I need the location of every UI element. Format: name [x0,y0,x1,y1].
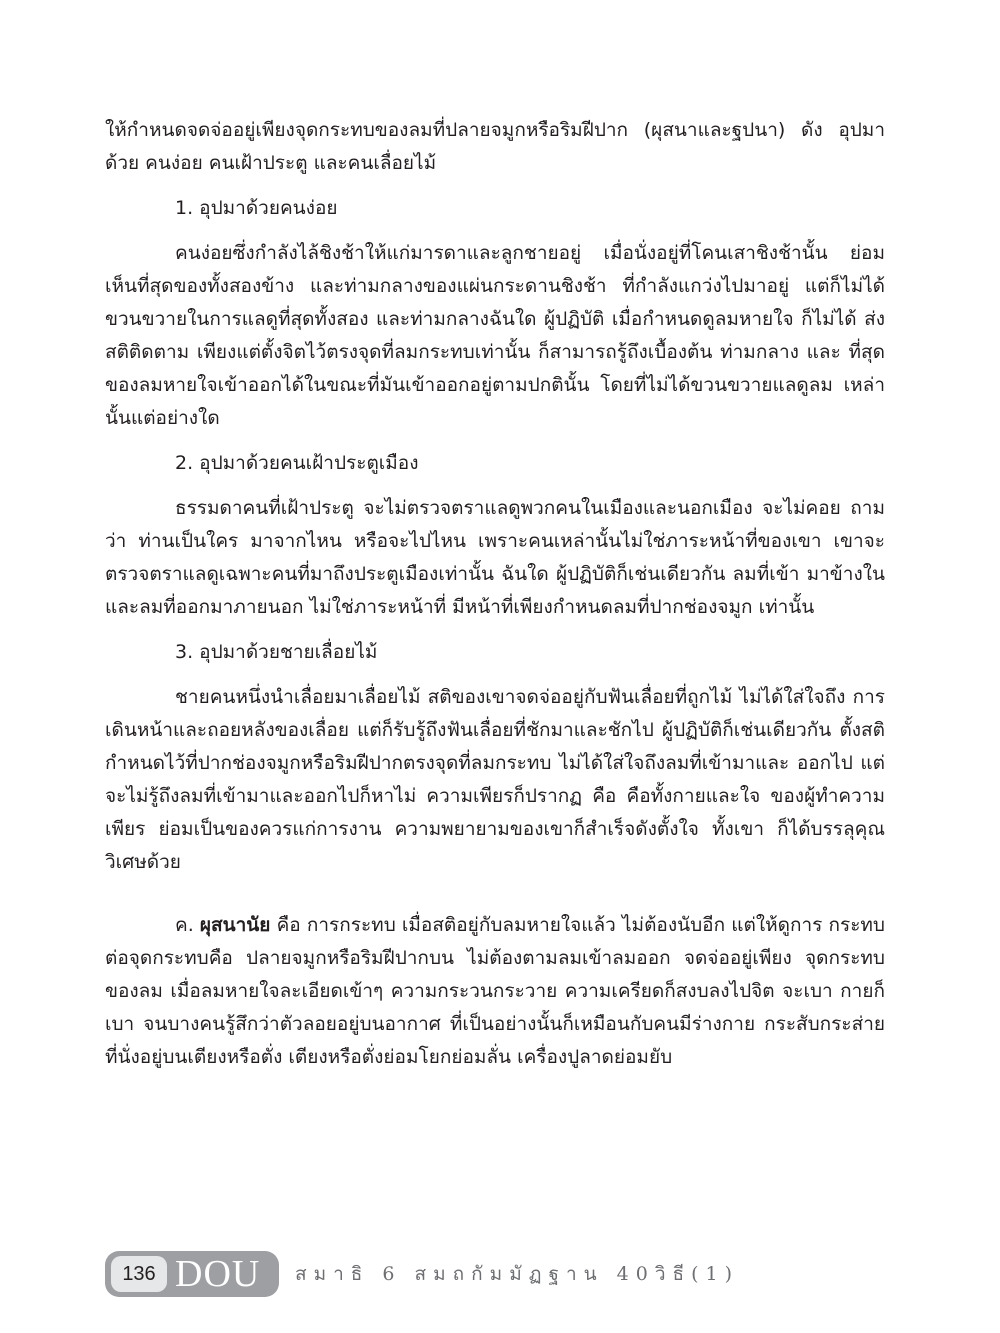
page-number: 136 [111,1256,167,1292]
paragraph-phusana [105,909,885,1074]
phusana-body: คือ การกระทบ เมื่อสติอยู่กับลมหายใจแล้ว ไม่ต้องนับอีก แต่ให้ดูการ กระทบต่อจุดกระทบคือ ปลายจมูกหรือริมฝีปากบน ไม่ต้องตามลมเข้าลมออก จดจ่ออยู่เพียง จุดกระทบของลม เมื่อลมหายใจละเอียดเข้าๆ ความกระวนกระวาย ความเครียดก็สงบลงไปจิต จะเบา กายก็เบา จนบางคนรู้สึกว่าตัวลอยอยู่บนอากาศ ที่เป็นอย่างนั้นก็เหมือนกับคนมีร่างกาย กระสับกระส่ายที่นั่งอยู่บนเตียงหรือตั่ง เตียงหรือตั่งย่อมโยกย่อมลั่น เครื่องปูลาดย่อมยับ [105,914,885,1068]
paragraph-intro: ให้กำหนดจดจ่ออยู่เพียงจุดกระทบของลมที่ปลายจมูกหรือริมฝีปาก (ผุสนาและฐปนา) ดัง อุปมาด้วย คนง่อย คนเฝ้าประตู และคนเลื่อยไม้ [105,119,885,174]
paragraph-lame-man: คนง่อยซึ่งกำลังไล้ชิงช้าให้แก่มารดาและลูกชายอยู่ เมื่อนั่งอยู่ที่โคนเสาชิงช้านั้น ย่อม เห็นที่สุดของทั้งสองข้าง และท่ามกลางของแผ่นกระดานชิงช้า ที่กำลังแกว่งไปมาอยู่ แต่ก็ไม่ได้ ขวนขวายในการแลดูที่สุดทั้งสอง และท่ามกลางฉันใด ผู้ปฏิบัติ เมื่อกำหนดดูลมหายใจ ก็ไม่ได้ ส่งสติติดตาม เพียงแต่ตั้งจิตไว้ตรงจุดที่ลมกระทบเท่านั้น ก็สามารถรู้ถึงเบื้องต้น ท่ามกลาง และ ที่สุดของลมหายใจเข้าออกได้ในขณะที่มันเข้าออกอยู่ตามปกตินั้น โดยที่ไม่ได้ขวนขวายแลดูลม เหล่านั้นแต่อย่างใด [105,242,885,429]
heading-simile-lame-man: 1. อุปมาด้วยคนง่อย [175,197,338,219]
page-body [105,114,885,1074]
term-phusananai: ผุสนานัย [199,914,271,936]
heading-simile-sawyer: 3. อุปมาด้วยชายเลื่อยไม้ [175,641,378,663]
paragraph-sawyer: ชายคนหนึ่งนำเลื่อยมาเลื่อยไม้ สติของเขาจดจ่ออยู่กับฟันเลื่อยที่ถูกไม้ ไม่ได้ใส่ใจถึง การเดินหน้าและถอยหลังของเลื่อย แต่ก็รับรู้ถึงฟันเลื่อยที่ชักมาและชักไป ผู้ปฏิบัติก็เช่นเดียวกัน ตั้งสติกำหนดไว้ที่ปากช่องจมูกหรือริมฝีปากตรงจุดที่ลมกระทบ ไม่ได้ใส่ใจถึงลมที่เข้ามาและ ออกไป แต่จะไม่รู้ถึงลมที่เข้ามาและออกไปก็หาไม่ ความเพียรก็ปรากฏ คือ คือทั้งกายและใจ ของผู้ทำความเพียร ย่อมเป็นของควรแก่การงาน ความพยายามของเขาก็สำเร็จดังตั้งใจ ทั้งเขา ก็ได้บรรลุคุณวิเศษด้วย [105,686,885,873]
section-letter: ค. [175,914,200,936]
heading-simile-gatekeeper: 2. อุปมาด้วยคนเฝ้าประตูเมือง [175,452,419,474]
book-title: สมาธิ 6 สมถกัมมัฏฐาน 40วิธี(1) [295,1263,740,1285]
footer-badge [105,1251,279,1297]
page-footer [105,1250,739,1298]
paragraph-gatekeeper: ธรรมดาคนที่เฝ้าประตู จะไม่ตรวจตราแลดูพวกคนในเมืองและนอกเมือง จะไม่คอย ถามว่า ท่านเป็นใคร มาจากไหน หรือจะไปไหน เพราะคนเหล่านั้นไม่ใช่ภาระหน้าที่ของเขา เขาจะตรวจตราแลดูเฉพาะคนที่มาถึงประตูเมืองเท่านั้น ฉันใด ผู้ปฏิบัติก็เช่นเดียวกัน ลมที่เข้า มาข้างในและลมที่ออกมาภายนอก ไม่ใช่ภาระหน้าที่ มีหน้าที่เพียงกำหนดลมที่ปากช่องจมูก เท่านั้น [105,497,885,618]
brand-logo: DOU [175,1253,261,1295]
